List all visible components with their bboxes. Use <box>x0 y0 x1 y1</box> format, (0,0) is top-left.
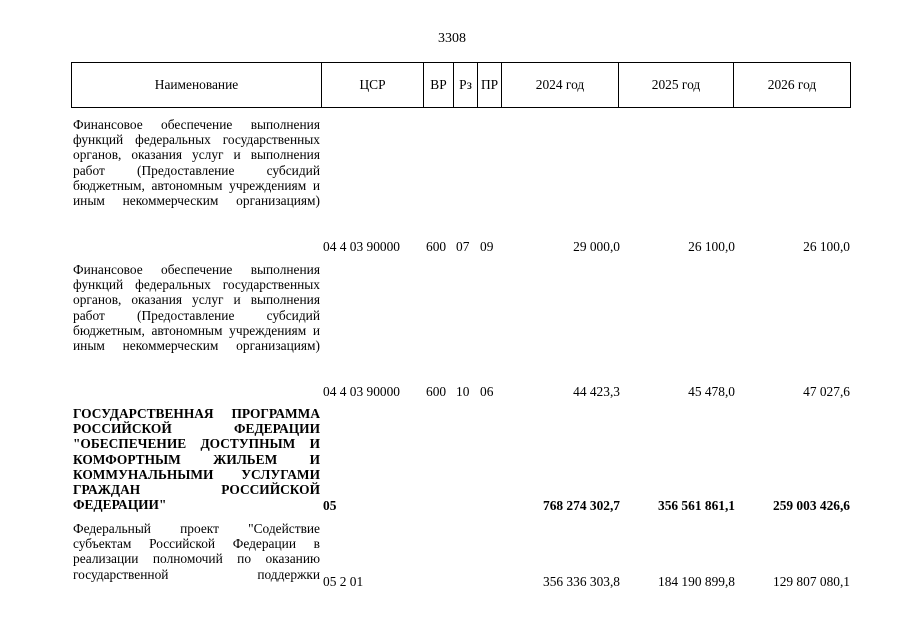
header-2026: 2026 год <box>734 63 851 108</box>
row-name: Федеральный проект "Содействие субъектам Российской Федерации в реализации полномочий по оказанию государственной поддержки <box>73 521 320 582</box>
row-2025: 45 478,0 <box>688 384 735 399</box>
row-csr: 04 4 03 90000 <box>323 239 400 254</box>
row-pr: 06 <box>480 384 494 399</box>
page-number: 3308 <box>438 31 466 46</box>
row-csr: 04 4 03 90000 <box>323 384 400 399</box>
row-2025: 26 100,0 <box>688 239 735 254</box>
row-csr: 05 <box>323 498 337 513</box>
row-2026: 259 003 426,6 <box>773 498 850 513</box>
header-2024: 2024 год <box>502 63 619 108</box>
row-2025: 184 190 899,8 <box>658 574 735 589</box>
row-name: Финансовое обеспечение выполнения функций федеральных государственных органов, оказания услуг и выполнения работ (Предоставление субсидий бюджетным, автономным учреждениям и иным некоммерческим организациям) <box>73 262 320 354</box>
row-csr: 05 2 01 <box>323 574 364 589</box>
row-vr: 600 <box>426 384 447 399</box>
header-csr: ЦСР <box>322 63 424 108</box>
row-name: Финансовое обеспечение выполнения функций федеральных государственных органов, оказания услуг и выполнения работ (Предоставление субсидий бюджетным, автономным учреждениям и иным некоммерческим организациям) <box>73 117 320 209</box>
header-vr: ВР <box>424 63 454 108</box>
row-2024: 44 423,3 <box>573 384 620 399</box>
row-2026: 47 027,6 <box>803 384 850 399</box>
header-pr: ПР <box>478 63 502 108</box>
table-header <box>71 62 851 108</box>
row-pr: 09 <box>480 239 494 254</box>
header-rz: Рз <box>454 63 478 108</box>
header-2025: 2025 год <box>619 63 734 108</box>
row-vr: 600 <box>426 239 447 254</box>
row-rz: 07 <box>456 239 470 254</box>
row-rz: 10 <box>456 384 470 399</box>
row-2024: 356 336 303,8 <box>543 574 620 589</box>
row-2025: 356 561 861,1 <box>658 498 735 513</box>
row-2026: 129 807 080,1 <box>773 574 850 589</box>
row-name: ГОСУДАРСТВЕННАЯ ПРОГРАММА РОССИЙСКОЙ ФЕДЕРАЦИИ "ОБЕСПЕЧЕНИЕ ДОСТУПНЫМ И КОМФОРТНЫМ ЖИЛЬЕМ И КОММУНАЛЬНЫМИ УСЛУГАМИ ГРАЖДАН РОССИЙСКОЙ ФЕДЕРАЦИИ" <box>73 406 320 513</box>
row-2026: 26 100,0 <box>803 239 850 254</box>
header-name: Наименование <box>72 63 322 108</box>
row-2024: 29 000,0 <box>573 239 620 254</box>
row-2024: 768 274 302,7 <box>543 498 620 513</box>
